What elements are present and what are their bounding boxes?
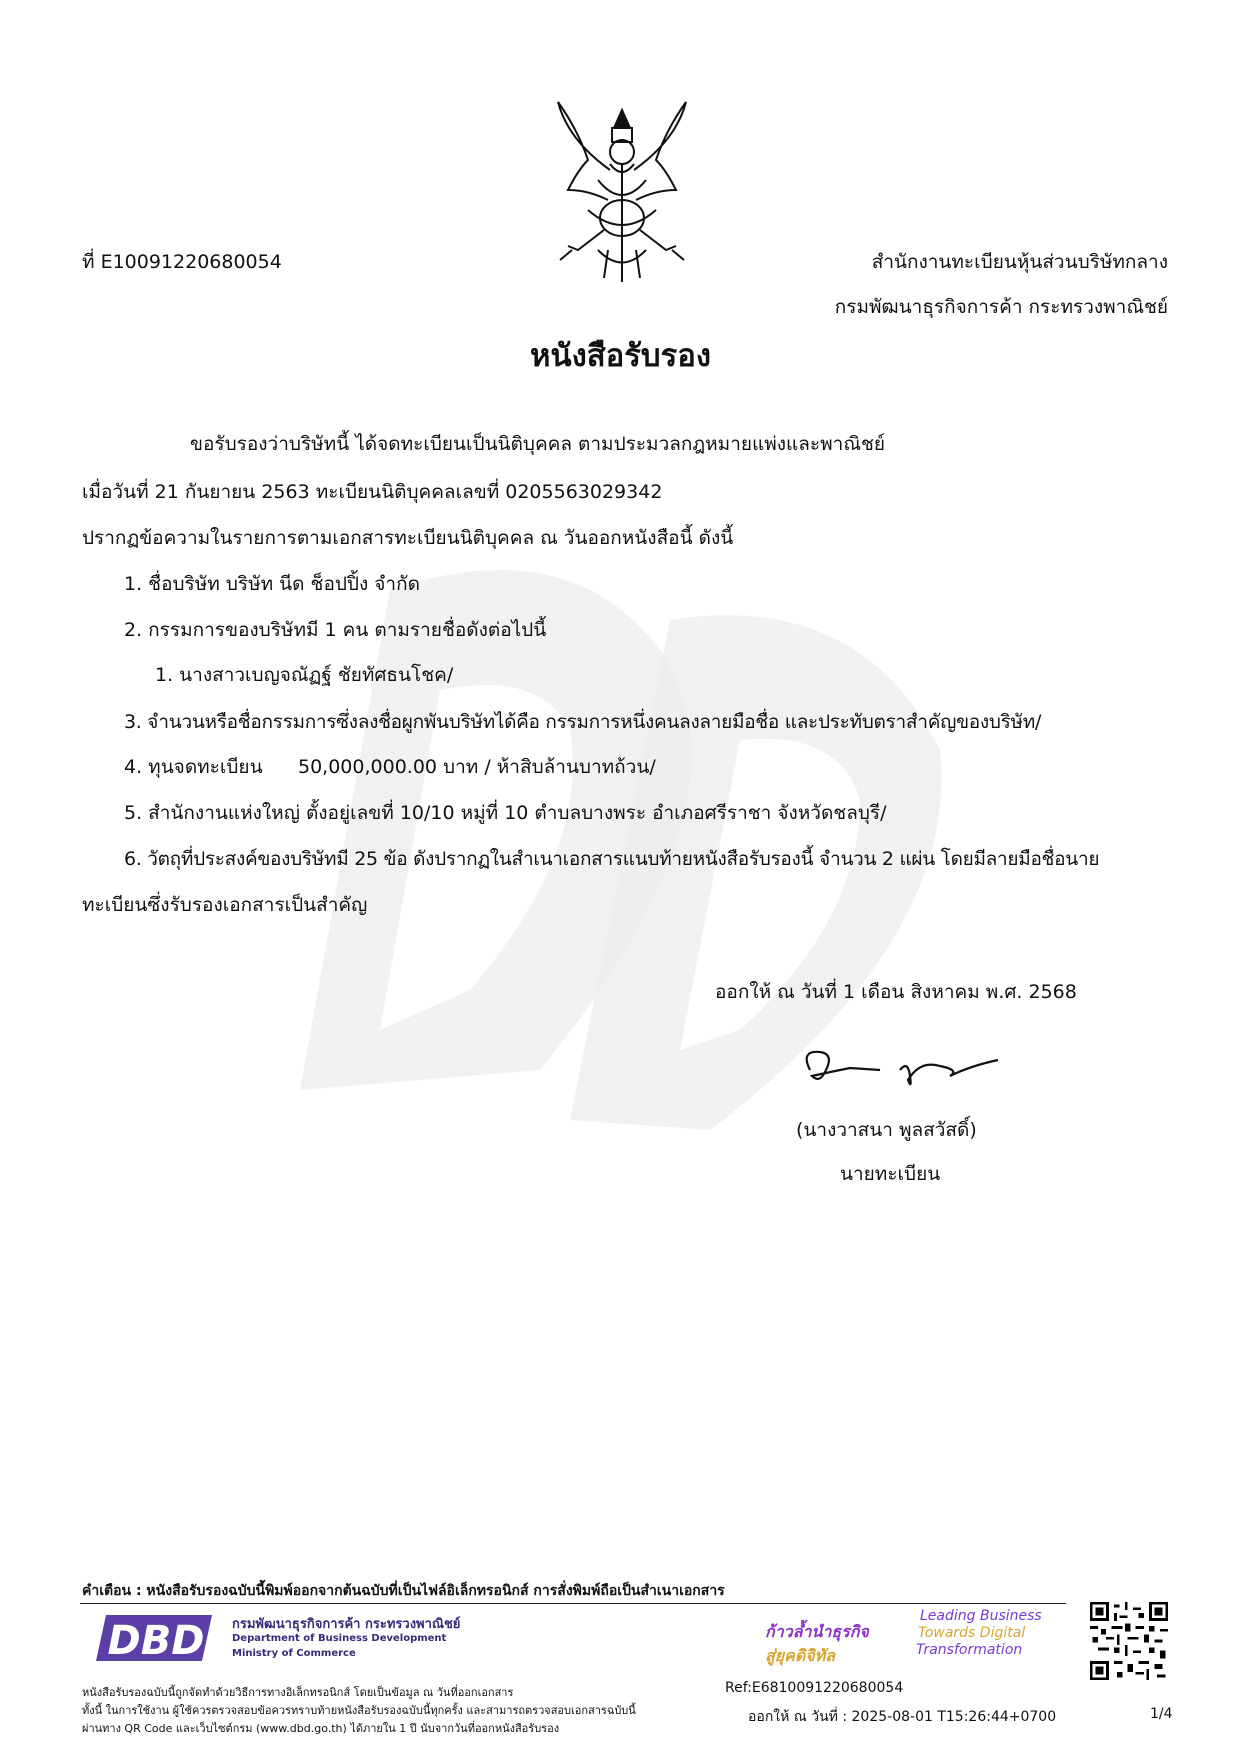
- intro-line-1: ขอรับรองว่าบริษัทนี้ ได้จดทะเบียนเป็นนิติบุคคล ตามประมวลกฎหมายแพ่งและพาณิชย์: [190, 433, 885, 455]
- item-4-value: 50,000,000.00 บาท / ห้าสิบล้านบาทถ้วน/: [298, 756, 656, 778]
- item-2: 2. กรรมการของบริษัทมี 1 คน ตามรายชื่อดังต่อไปนี้: [124, 619, 547, 641]
- footer-note-line-3: ผ่านทาง QR Code และเว็บไซต์กรม (www.dbd.go.th) ได้ภายใน 1 ปี นับจากวันที่ออกหนังสือรับรอง: [82, 1722, 560, 1735]
- document-number: ที่ E10091220680054: [82, 251, 282, 273]
- office-name: สำนักงานทะเบียนหุ้นส่วนบริษัทกลาง: [871, 251, 1168, 273]
- dbd-logo: [92, 1611, 222, 1665]
- intro-line-2: เมื่อวันที่ 21 กันยายน 2563 ทะเบียนนิติบุคคลเลขที่ 0205563029342: [82, 481, 663, 503]
- footer-warning: คำเตือน : หนังสือรับรองฉบับนี้พิมพ์ออกจากต้นฉบับที่เป็นไฟล์อิเล็กทรอนิกส์ การสั่งพิมพ์ถือเป็นสำเนาเอกสาร: [82, 1583, 725, 1599]
- org-name-thai: กรมพัฒนาธุรกิจการค้า กระทรวงพาณิชย์: [232, 1617, 461, 1632]
- org-name-english: Department of Business Development: [232, 1633, 447, 1644]
- item-1: 1. ชื่อบริษัท บริษัท นีด ช็อปปิ้ง จำกัด: [124, 573, 420, 595]
- slogan-english-line-1: Leading Business: [920, 1608, 1042, 1624]
- registrar-signature: [790, 1040, 1010, 1096]
- page-number: 1/4: [1150, 1706, 1173, 1722]
- item-2-director: 1. นางสาวเบญจณัฏฐ์ ชัยทัศธนโชค/: [155, 664, 454, 686]
- footer-divider: [80, 1603, 1066, 1604]
- item-6-line-1: 6. วัตถุที่ประสงค์ของบริษัทมี 25 ข้อ ดังปรากฏในสำเนาเอกสารแนบท้ายหนังสือรับรองนี้ จำนวน 2 แผ่น โดยมีลายมือชื่อนาย: [124, 848, 1100, 870]
- slogan-english-line-3: Transformation: [916, 1642, 1023, 1658]
- item-3: 3. จำนวนหรือชื่อกรรมการซึ่งลงชื่อผูกพันบริษัทได้คือ กรรมการหนึ่งคนลงลายมือชื่อ และประทับตราสำคัญของบริษัท/: [124, 711, 1042, 733]
- footer-note-line-1: หนังสือรับรองฉบับนี้ถูกจัดทำด้วยวิธีการทางอิเล็กทรอนิกส์ โดยเป็นข้อมูล ณ วันที่ออกเอกสาร: [82, 1686, 514, 1699]
- svg-text:DBD: DBD: [107, 1618, 205, 1664]
- intro-line-3: ปรากฏข้อความในรายการตามเอกสารทะเบียนนิติบุคคล ณ วันออกหนังสือนี้ ดังนี้: [82, 527, 734, 549]
- footer-note-line-2: ทั้งนี้ ในการใช้งาน ผู้ใช้ควรตรวจสอบข้อควรทราบท้ายหนังสือรับรองฉบับนี้ทุกครั้ง และสามารถตรวจสอบเอกสารฉบับนี้: [82, 1704, 636, 1717]
- item-6-line-2: ทะเบียนซึ่งรับรองเอกสารเป็นสำคัญ: [82, 894, 368, 916]
- item-4-label: 4. ทุนจดทะเบียน: [124, 756, 263, 778]
- reference-number: Ref:E6810091220680054: [725, 1680, 904, 1696]
- issue-date: ออกให้ ณ วันที่ 1 เดือน สิงหาคม พ.ศ. 2568: [715, 981, 1077, 1003]
- verification-qr-code[interactable]: [1090, 1602, 1168, 1680]
- item-5: 5. สำนักงานแห่งใหญ่ ตั้งอยู่เลขที่ 10/10 หมู่ที่ 10 ตำบลบางพระ อำเภอศรีราชา จังหวัดชลบุรี/: [124, 802, 887, 824]
- slogan-thai-line-2: สู่ยุคดิจิทัล: [765, 1646, 835, 1665]
- page-title: หนังสือรับรอง: [529, 338, 712, 374]
- garuda-emblem: [548, 100, 696, 284]
- registrar-name: (นางวาสนา พูลสวัสดิ์): [796, 1119, 977, 1141]
- ministry-name-english: Ministry of Commerce: [232, 1648, 356, 1659]
- slogan-thai-line-1: ก้าวล้ำนำธุรกิจ: [765, 1622, 869, 1641]
- department-name: กรมพัฒนาธุรกิจการค้า กระทรวงพาณิชย์: [834, 296, 1168, 318]
- registrar-position: นายทะเบียน: [840, 1163, 941, 1185]
- slogan-english-line-2: Towards Digital: [918, 1625, 1026, 1641]
- issued-timestamp: ออกให้ ณ วันที่ : 2025-08-01 T15:26:44+0700: [748, 1709, 1057, 1725]
